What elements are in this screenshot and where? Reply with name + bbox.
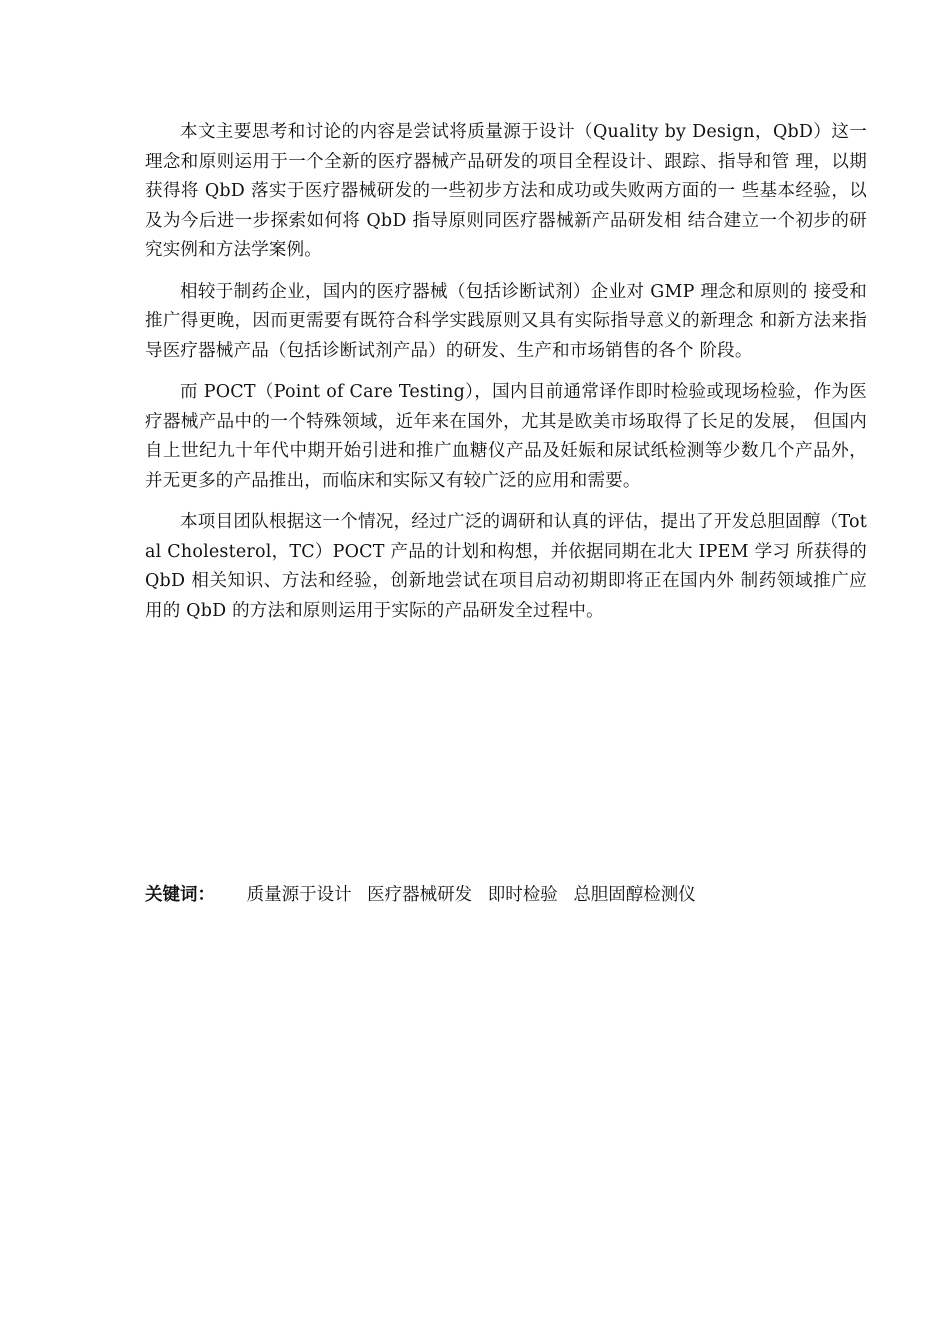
abstract-paragraph-1: 本文主要思考和讨论的内容是尝试将质量源于设计（Quality by Design，QbD）这一理念和原则运用于一个全新的医疗器械产品研发的项目全程设计、跟踪、指导和管 理，以期获得将 QbD 落实于医疗器械研发的一些初步方法和成功或失败两方面的一 些基本经验，以及为今后进一步探索如何将 QbD 指导原则同医疗器械新产品研发相 结合建立一个初步的研究实例和方法学案例。 [145,122,867,260]
keywords-line [145,881,867,910]
keyword-item: 质量源于设计 [246,885,352,905]
keyword-item: 医疗器械研发 [367,885,473,905]
keywords-label: 关键词： [145,885,215,905]
abstract-body [145,118,867,638]
keyword-item: 总胆固醇检测仪 [573,885,696,905]
abstract-paragraph-3: 而 POCT（Point of Care Testing），国内目前通常译作即时检验或现场检验，作为医疗器械产品中的一个特殊领域，近年来在国外，尤其是欧美市场取得了长足的发展， 但国内自上世纪九十年代中期开始引进和推广血糖仪产品及妊娠和尿试纸检测等少数几个产品外，并无更多的产品推出，而临床和实际又有较广泛的应用和需要。 [145,382,867,491]
abstract-paragraph-4: 本项目团队根据这一个情况，经过广泛的调研和认真的评估，提出了开发总胆固醇（Total Cholesterol，TC）POCT 产品的计划和构想，并依据同期在北大 IPEM 学习 所获得的 QbD 相关知识、方法和经验，创新地尝试在项目启动初期即将正在国内外 制药领域推广应用的 QbD 的方法和原则运用于实际的产品研发全过程中。 [145,512,867,621]
abstract-paragraph-2: 相较于制药企业，国内的医疗器械（包括诊断试剂）企业对 GMP 理念和原则的 接受和推广得更晚，因而更需要有既符合科学实践原则又具有实际指导意义的新理念 和新方法来指导医疗器械产品（包括诊断试剂产品）的研发、生产和市场销售的各个 阶段。 [145,281,867,361]
keyword-item: 即时检验 [487,885,558,905]
